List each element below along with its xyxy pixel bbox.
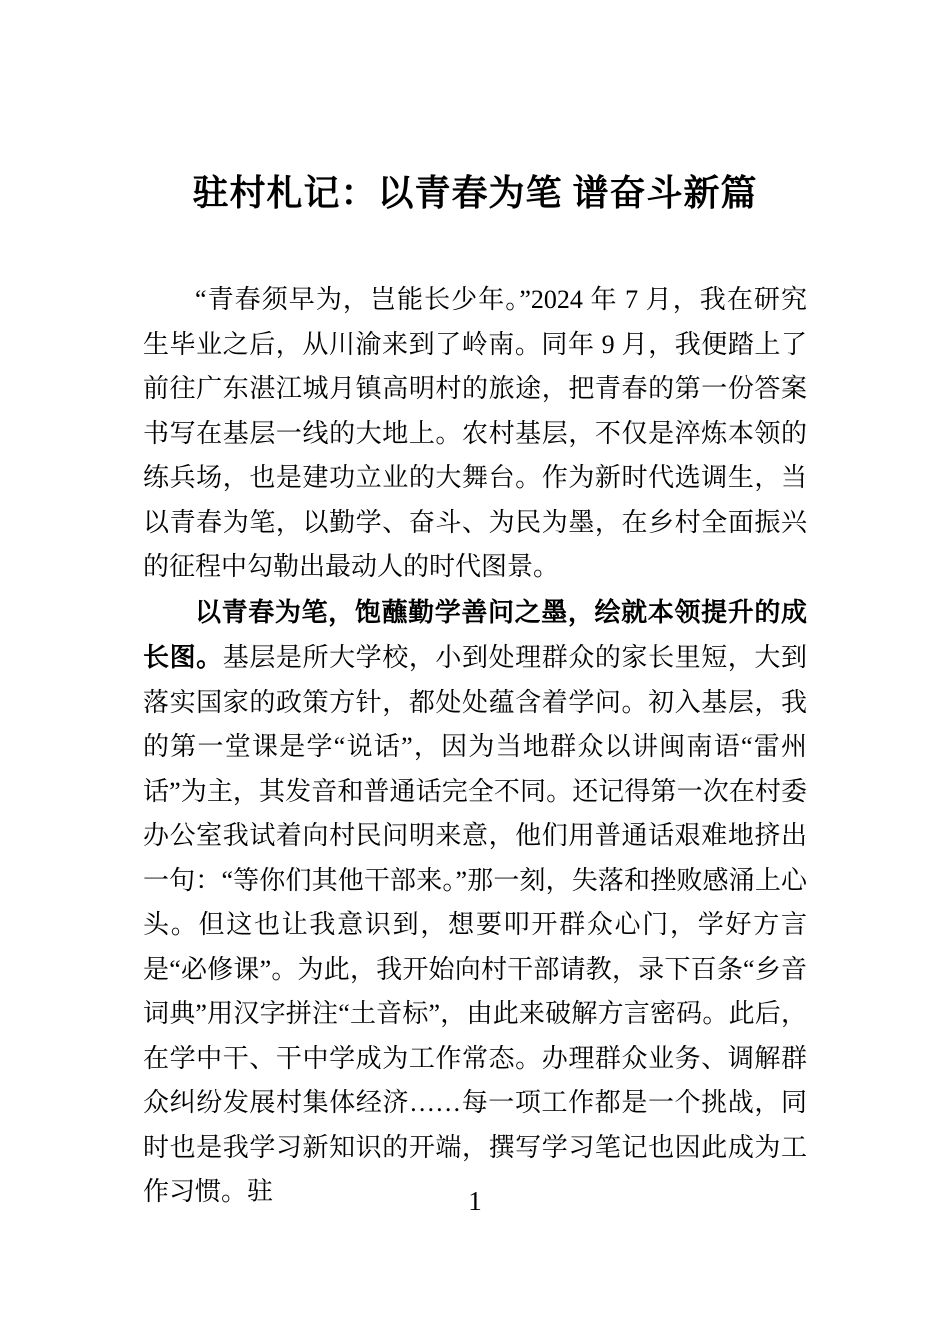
document-title: 驻村札记：以青春为笔 谱奋斗新篇 [192,173,758,213]
paragraph-1-text: “青春须早为，岂能长少年。”2024 年 7 月，我在研究生毕业之后，从川渝来到了岭南。同年 9 月，我便踏上了前往广东湛江城月镇高明村的旅途，把青春的第一份答案书写在基层一线的大地上。农村基层，不仅是淬炼本领的练兵场，也是建功立业的大舞台。作为新时代选调生，当以青春为笔，以勤学、奋斗、为民为墨，在乡村全面振兴的征程中勾勒出最动人的时代图景。 [143,285,807,581]
paragraph-2-text: 基层是所大学校，小到处理群众的家长里短，大到落实国家的政策方针，都处处蕴含着学问。初入基层，我的第一堂课是学“说话”，因为当地群众以讲闽南语“雷州话”为主，其发音和普通话完全不同。还记得第一次在村委办公室我试着向村民问明来意，他们用普通话艰难地挤出一句：“等你们其他干部来。”那一刻，失落和挫败感涌上心头。但这也让我意识到，想要叩开群众心门，学好方言是“必修课”。为此，我开始向村干部请教，录下百条“乡音词典”用汉字拼注“土音标”，由此来破解方言密码。此后，在学中干、干中学成为工作常态。办理群众业务、调解群众纠纷发展村集体经济……每一项工作都是一个挑战，同时也是我学习新知识的开端，撰写学习笔记也因此成为工作习惯。驻 [143,643,807,1206]
page-footer [0,1186,950,1216]
document-body [143,278,807,1215]
paragraph-2 [143,590,807,1215]
paragraph-1 [143,278,807,590]
paragraph-2-lead: 以青春为笔，饱蘸勤学善问之墨，绘就本领提升的成长图。 [143,596,807,672]
page-number: 1 [468,1186,482,1216]
